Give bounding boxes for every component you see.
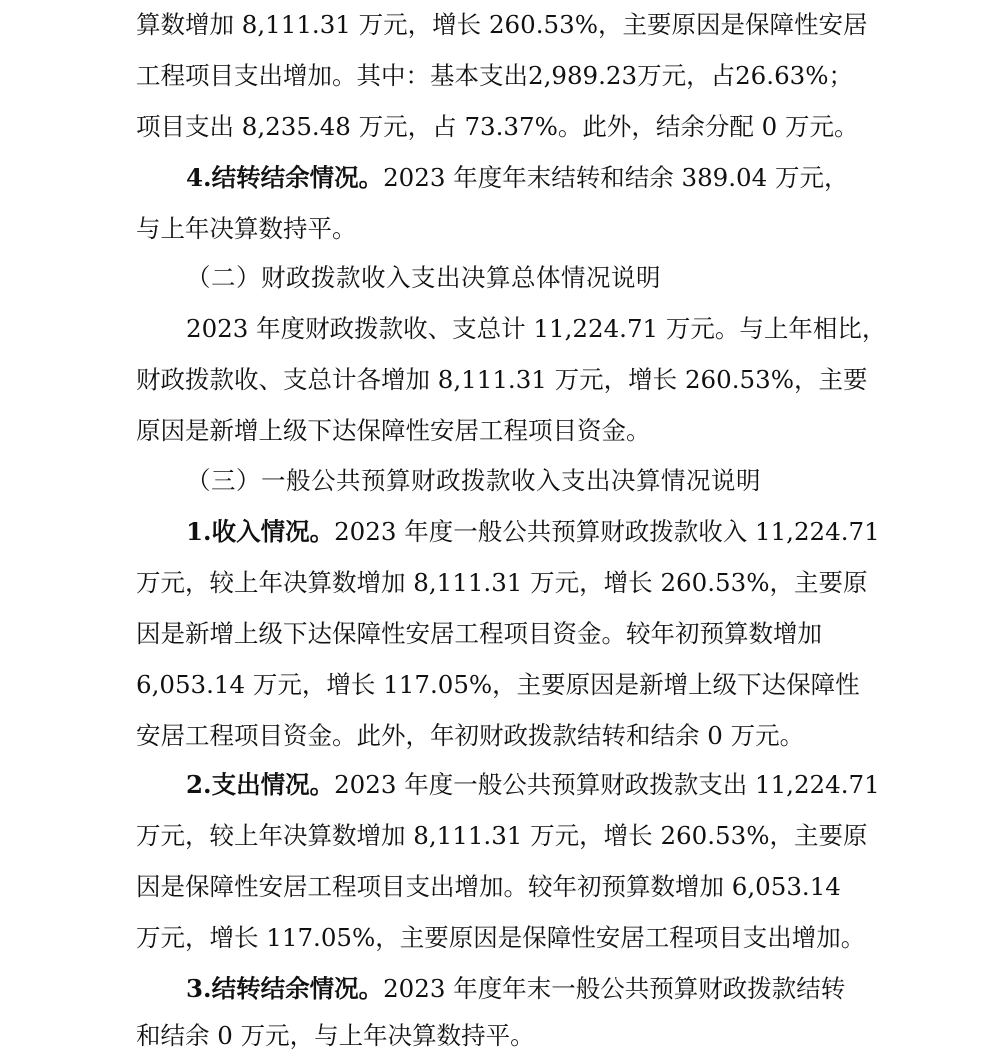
section-heading-2: （二）财政拨款收入支出决算总体情况说明 <box>186 263 661 292</box>
paragraph-line <box>186 765 880 805</box>
paragraph-text: 2023 年度一般公共预算财政拨款支出 11,224.71 <box>334 770 880 799</box>
paragraph-line: 因是保障性安居工程项目支出增加。较年初预算数增加 6,053.14 <box>136 872 841 901</box>
paragraph-line: 万元，较上年决算数增加 8,111.31 万元，增长 260.53%，主要原 <box>136 568 868 597</box>
paragraph-line: 财政拨款收、支总计各增加 8,111.31 万元，增长 260.53%，主要 <box>136 365 868 394</box>
paragraph-line: 原因是新增上级下达保障性安居工程项目资金。 <box>136 416 651 445</box>
paragraph-line: 项目支出 8,235.48 万元，占 73.37%。此外，结余分配 0 万元。 <box>136 112 859 141</box>
paragraph-line: 因是新增上级下达保障性安居工程项目资金。较年初预算数增加 <box>136 619 822 648</box>
section-heading-3: （三）一般公共预算财政拨款收入支出决算情况说明 <box>186 466 761 495</box>
paragraph-line: 工程项目支出增加。其中：基本支出2,989.23万元，占26.63%； <box>136 61 854 90</box>
paragraph-line: 万元，较上年决算数增加 8,111.31 万元，增长 260.53%，主要原 <box>136 821 868 850</box>
section-lead-income: 1.收入情况。 <box>186 517 335 546</box>
paragraph-text: 2023 年度年末结转和结余 389.04 万元， <box>383 163 849 192</box>
section-lead-carryover: 4.结转结余情况。 <box>186 163 384 192</box>
paragraph-line <box>186 158 849 198</box>
paragraph-line: 和结余 0 万元，与上年决算数持平。 <box>136 1021 535 1050</box>
section-lead-expense: 2.支出情况。 <box>186 770 335 799</box>
paragraph-line: 6,053.14 万元，增长 117.05%，主要原因是新增上级下达保障性 <box>136 670 860 699</box>
paragraph-line <box>186 969 845 1009</box>
paragraph-line: 算数增加 8,111.31 万元，增长 260.53%，主要原因是保障性安居 <box>136 10 868 39</box>
section-lead-carryover-general: 3.结转结余情况。 <box>186 974 384 1003</box>
paragraph-line <box>186 512 880 552</box>
paragraph-text: 2023 年度年末一般公共预算财政拨款结转 <box>383 974 846 1003</box>
paragraph-line: 安居工程项目资金。此外，年初财政拨款结转和结余 0 万元。 <box>136 721 805 750</box>
paragraph-line: 2023 年度财政拨款收、支总计 11,224.71 万元。与上年相比， <box>186 314 887 343</box>
paragraph-line: 万元，增长 117.05%，主要原因是保障性安居工程项目支出增加。 <box>136 923 866 952</box>
paragraph-text: 2023 年度一般公共预算财政拨款收入 11,224.71 <box>334 517 880 546</box>
paragraph-line: 与上年决算数持平。 <box>136 214 357 243</box>
